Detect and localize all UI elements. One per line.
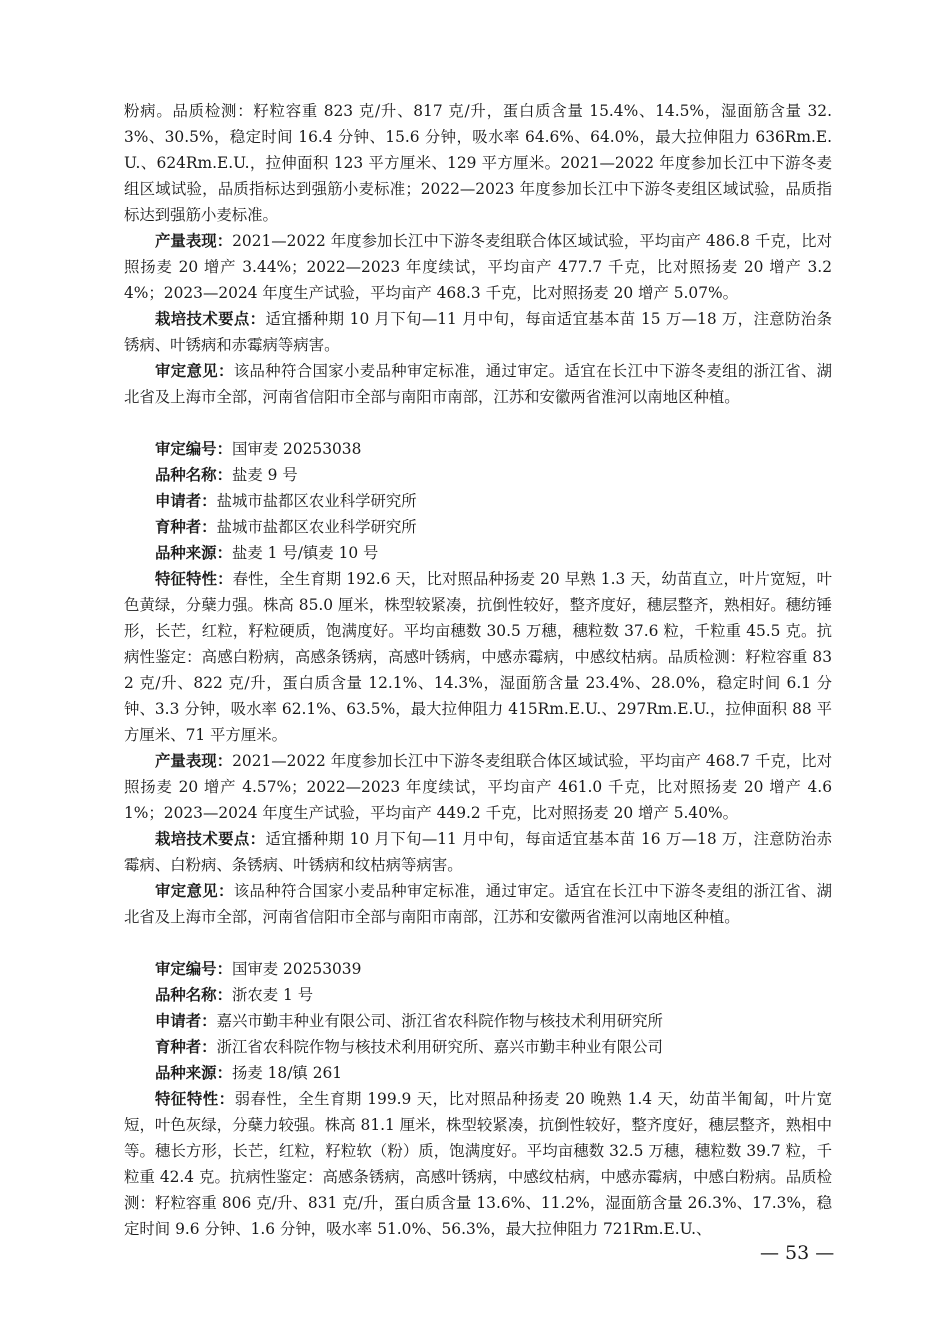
previous-entry-yield: 产量表现：2021—2022 年度参加长江中下游冬麦组联合体区域试验，平均亩产 486.8 千克，比对照扬麦 20 增产 3.44%；2022—2023 年度续试，平均亩产 477.7 千克，比对照扬麦 20 增产 3.24%；2023—2024 年度生产试验，平均亩产 468.3 千克，比对照扬麦 20 增产 5.07%。 (124, 232, 832, 302)
previous-entry-quality-text: 粉病。品质检测：籽粒容重 823 克/升、817 克/升，蛋白质含量 15.4%、14.5%，湿面筋含量 32.3%、30.5%，稳定时间 16.4 分钟、15.6 分钟，吸水率 64.6%、64.0%，最大拉伸阻力 636Rm.E.U.、624Rm.E.U.，拉伸面积 123 平方厘米、129 平方厘米。2021—2022 年度参加长江中下游冬麦组区域试验，品质指标达到强筋小麦标准；2022—2023 年度参加长江中下游冬麦组区域试验，品质指标达到强筋小麦标准。 (124, 102, 832, 224)
entry1-applicant: 申请者：盐城市盐都区农业科学研究所 (155, 492, 417, 510)
entry1-breeder: 育种者：盐城市盐都区农业科学研究所 (155, 518, 417, 536)
page-number: — 53 — (760, 1242, 835, 1264)
entry1-approval-number: 审定编号：国审麦 20253038 (155, 440, 362, 458)
previous-entry-cultivation: 栽培技术要点：适宜播种期 10 月下旬—11 月中旬，每亩适宜基本苗 15 万—18 万，注意防治条锈病、叶锈病和赤霉病等病害。 (124, 310, 832, 354)
entry1-opinion: 审定意见：该品种符合国家小麦品种审定标准，通过审定。适宜在长江中下游冬麦组的浙江省、湖北省及上海市全部，河南省信阳市全部与南阳市南部，江苏和安徽两省淮河以南地区种植。 (124, 882, 832, 926)
entry2-applicant: 申请者：嘉兴市勤丰种业有限公司、浙江省农科院作物与核技术利用研究所 (155, 1012, 663, 1030)
previous-entry-opinion: 审定意见：该品种符合国家小麦品种审定标准，通过审定。适宜在长江中下游冬麦组的浙江省、湖北省及上海市全部，河南省信阳市全部与南阳市南部，江苏和安徽两省淮河以南地区种植。 (124, 362, 832, 406)
cultivation-label: 栽培技术要点： (155, 310, 266, 328)
entry2-source: 品种来源：扬麦 18/镇 261 (155, 1064, 343, 1082)
entry1-cultivation: 栽培技术要点：适宜播种期 10 月下旬—11 月中旬，每亩适宜基本苗 16 万—18 万，注意防治赤霉病、白粉病、条锈病、叶锈病和纹枯病等病害。 (124, 830, 832, 874)
entry1-traits: 特征特性：春性，全生育期 192.6 天，比对照品种扬麦 20 早熟 1.3 天，幼苗直立，叶片宽短，叶色黄绿，分蘖力强。株高 85.0 厘米，株型较紧凑，抗倒性较好，整齐度好，穗层整齐，熟相好。穗纺锤形，长芒，红粒，籽粒硬质，饱满度好。平均亩穗数 30.5 万穗，穗粒数 37.6 粒，千粒重 45.5 克。抗病性鉴定：高感白粉病，高感条锈病，高感叶锈病，中感赤霉病，中感纹枯病。品质检测：籽粒容重 832 克/升、822 克/升，蛋白质含量 12.1%、14.3%，湿面筋含量 23.4%、28.0%，稳定时间 6.1 分钟、3.3 分钟，吸水率 62.1%、63.5%，最大拉伸阻力 415Rm.E.U.、297Rm.E.U.，拉伸面积 88 平方厘米、71 平方厘米。 (124, 570, 832, 744)
entry2-breeder: 育种者：浙江省农科院作物与核技术利用研究所、嘉兴市勤丰种业有限公司 (155, 1038, 663, 1056)
entry1-source: 品种来源：盐麦 1 号/镇麦 10 号 (155, 544, 379, 562)
opinion-label: 审定意见： (155, 362, 234, 380)
yield-label: 产量表现： (155, 232, 233, 250)
entry2-variety-name: 品种名称：浙农麦 1 号 (155, 986, 314, 1004)
entry2-traits: 特征特性：弱春性，全生育期 199.9 天，比对照品种扬麦 20 晚熟 1.4 天，幼苗半匍匐，叶片宽短，叶色灰绿，分蘖力较强。株高 81.1 厘米，株型较紧凑，抗倒性较好，整齐度好，穗层整齐，熟相中等。穗长方形，长芒，红粒，籽粒软（粉）质，饱满度好。平均亩穗数 32.5 万穗，穗粒数 39.7 粒，千粒重 42.4 克。抗病性鉴定：高感条锈病，高感叶锈病，中感纹枯病，中感赤霉病，中感白粉病。品质检测：籽粒容重 806 克/升、831 克/升，蛋白质含量 13.6%、11.2%，湿面筋含量 26.3%、17.3%，稳定时间 9.6 分钟、1.6 分钟，吸水率 51.0%、56.3%，最大拉伸阻力 721Rm.E.U.、 (124, 1090, 832, 1238)
entry2-approval-number: 审定编号：国审麦 20253039 (155, 960, 362, 978)
entry1-variety-name: 品种名称：盐麦 9 号 (155, 466, 298, 484)
entry1-yield: 产量表现：2021—2022 年度参加长江中下游冬麦组联合体区域试验，平均亩产 468.7 千克，比对照扬麦 20 增产 4.57%；2022—2023 年度续试，平均亩产 461.0 千克，比对照扬麦 20 增产 4.61%；2023—2024 年度生产试验，平均亩产 449.2 千克，比对照扬麦 20 增产 5.40%。 (124, 752, 832, 822)
